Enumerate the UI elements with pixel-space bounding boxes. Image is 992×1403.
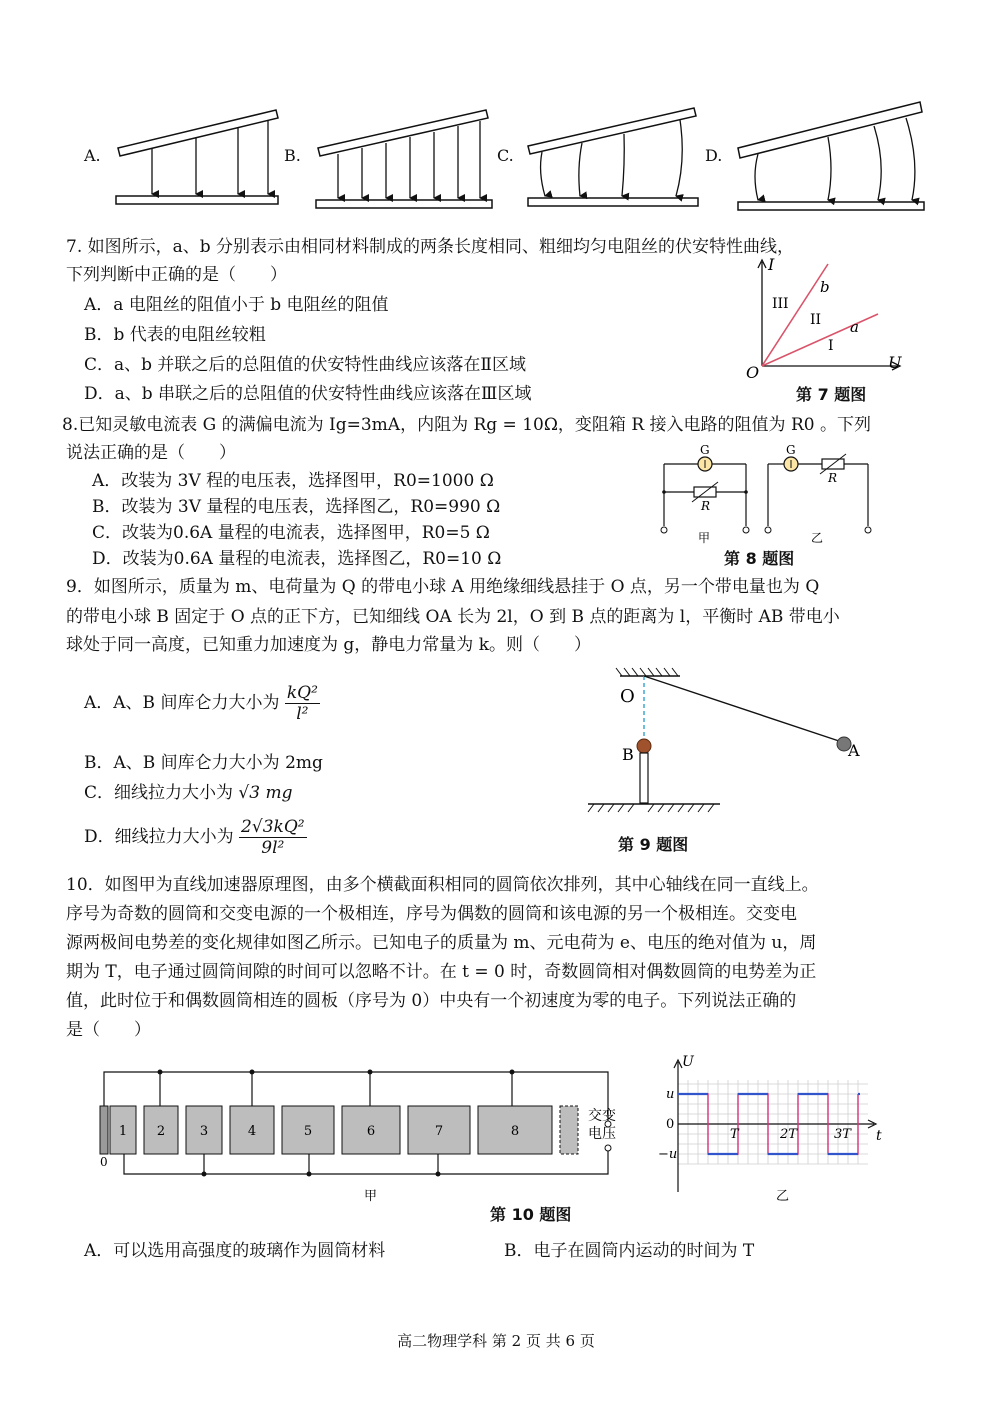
q6-option-c-label: C. (497, 146, 514, 165)
q8-option-c: C．改装为0.6A 量程的电流表，选择图甲，R0=5 Ω (92, 523, 490, 543)
q7-iu-graph (738, 256, 908, 380)
q10-axis-t: t (876, 1128, 882, 1144)
q7-origin: O (746, 363, 760, 382)
q10-tube-8: 8 (510, 1124, 520, 1139)
q7-option-b: B．b 代表的电阻丝较粗 (84, 325, 266, 345)
q10-stem-line6: 是（ ） (66, 1020, 151, 1040)
q10-option-a: A．可以选用高强度的玻璃作为圆筒材料 (84, 1241, 386, 1261)
q10-caption: 第 10 题图 (490, 1205, 572, 1224)
q7-axis-u: U (888, 353, 902, 372)
q7-region-2: II (810, 312, 822, 328)
q9-option-a-fraction (285, 683, 320, 724)
q9-option-a-text: A．A、B 间库仑力大小为 (84, 693, 280, 713)
q8-label-jia: 甲 (698, 531, 711, 545)
q6-figure-c (528, 108, 698, 206)
q6-figure-b (316, 110, 492, 208)
q10-tube-5: 5 (303, 1124, 313, 1139)
q9-option-b: B．A、B 间库仑力大小为 2mg (84, 753, 323, 773)
q7-option-a: A．a 电阻丝的阻值小于 b 电阻丝的阻值 (84, 295, 389, 315)
q7-axis-i: I (768, 255, 775, 274)
q10-stem-line4: 期为 T，电子通过圆筒间隙的时间可以忽略不计。在 t = 0 时，奇数圆筒相对偶数圆筒的电势差为正 (66, 962, 817, 982)
q10-ac-label-1: 交变 (588, 1108, 616, 1124)
q10-accelerator-figure (94, 1062, 640, 1208)
q10-label-yi: 乙 (776, 1189, 790, 1204)
q9-stem-line3: 球处于同一高度，已知重力加速度为 g，静电力常量为 k。则（ ） (66, 635, 591, 655)
q8-circuit-yi (765, 443, 871, 533)
q8-circuit-jia (661, 443, 749, 533)
q9-option-d-num: 2√3kQ² (241, 817, 305, 837)
q10-voltage-graph (660, 1052, 890, 1202)
q8-option-a: A．改装为 3V 程的电压表，选择图甲，R0=1000 Ω (92, 471, 494, 491)
q10-stem-line3: 源两极间电势差的变化规律如图乙所示。已知电子的质量为 m、元电荷为 e、电压的绝对值为 u，周 (66, 933, 817, 953)
q9-option-c-expr: √3 mg (238, 783, 293, 803)
q7-stem-line2: 下列判断中正确的是（ ） (66, 265, 287, 285)
q9-option-a (84, 680, 320, 726)
q10-level-u: u (666, 1087, 675, 1102)
q8-stem-line2: 说法正确的是（ ） (66, 443, 236, 463)
q7-option-c: C．a、b 并联之后的总阻值的伏安特性曲线应该落在Ⅱ区域 (84, 355, 526, 375)
q8-yi-r: R (828, 471, 838, 485)
q6-option-d-label: D. (705, 146, 723, 165)
q10-axis-u: U (682, 1054, 694, 1070)
q9-option-d-fraction (239, 817, 307, 858)
q9-option-a-den: l² (296, 704, 309, 724)
q8-option-b: B．改装为 3V 量程的电压表，选择图乙，R0=990 Ω (92, 497, 501, 517)
q10-level-neg-u: −u (658, 1147, 678, 1162)
q7-stem-line1: 7. 如图所示，a、b 分别表示由相同材料制成的两条长度相同、粗细均匀电阻丝的伏安特性曲线， (66, 237, 795, 257)
q10-tube-1: 1 (118, 1124, 128, 1139)
q9-option-c (84, 782, 292, 804)
q9-option-d-den: 9l² (261, 838, 285, 858)
q7-region-3: III (772, 296, 789, 312)
q10-tube-3: 3 (199, 1124, 209, 1139)
q8-caption: 第 8 题图 (724, 549, 795, 568)
q9-option-c-text: C．细线拉力大小为 (84, 783, 234, 803)
q10-tube-4: 4 (247, 1124, 257, 1139)
q10-level-zero: 0 (666, 1117, 675, 1132)
q10-stem-line2: 序号为奇数的圆筒和交变电源的一个极相连，序号为偶数的圆筒和该电源的另一个极相连。交变电 (66, 904, 797, 924)
q6-figure-d (738, 102, 924, 210)
q7-option-d: D．a、b 串联之后的总阻值的伏安特性曲线应该落在Ⅲ区域 (84, 384, 532, 404)
q7-caption: 第 7 题图 (796, 385, 867, 404)
q8-circuit-figure (656, 438, 886, 544)
q9-option-d-text: D．细线拉力大小为 (84, 827, 234, 847)
q9-stem-line1: 9．如图所示，质量为 m、电荷量为 Q 的带电小球 A 用绝缘细线悬挂于 O 点，另一个带电量也为 Q (66, 577, 820, 597)
q9-caption: 第 9 题图 (618, 835, 689, 854)
q8-stem-line1: 8.已知灵敏电流表 G 的满偏电流为 Ig=3mA，内阻为 Rg = 10Ω，变阻箱 R 接入电路的阻值为 R0 。下列 (62, 415, 871, 435)
q10-tube-7: 7 (434, 1124, 444, 1139)
q9-label-b: B (622, 745, 634, 764)
q9-option-d (84, 814, 307, 860)
q10-stem-line5: 值，此时位于和偶数圆筒相连的圆板（序号为 0）中央有一个初速度为零的电子。下列说法正确的 (66, 991, 797, 1011)
q9-label-o: O (620, 686, 635, 707)
q10-tick-2t: 2T (780, 1127, 797, 1142)
q10-tube-2: 2 (156, 1124, 166, 1139)
q10-stem-line1: 10．如图甲为直线加速器原理图，由多个横截面积相同的圆筒依次排列，其中心轴线在同一直线上。 (66, 875, 819, 895)
page-footer: 高二物理学科 第 2 页 共 6 页 (397, 1332, 595, 1350)
q7-curve-b: b (820, 278, 830, 296)
q6-option-b-label: B. (284, 146, 301, 165)
q7-region-1: I (828, 338, 834, 354)
q9-stem-line2: 的带电小球 B 固定于 O 点的正下方，已知细线 OA 长为 2l，O 到 B 点的距离为 l，平衡时 AB 带电小 (66, 607, 840, 627)
q10-label-jia: 甲 (364, 1189, 378, 1204)
q6-field-figures (0, 90, 992, 220)
q10-ac-label-2: 电压 (588, 1126, 616, 1142)
q9-pendulum-figure (584, 664, 874, 826)
q7-curve-a: a (850, 318, 859, 336)
q8-jia-g: G (700, 443, 710, 457)
q8-option-d: D．改装为0.6A 量程的电流表，选择图乙，R0=10 Ω (92, 549, 502, 569)
q9-option-a-num: kQ² (286, 683, 318, 703)
q10-option-b: B．电子在圆筒内运动的时间为 T (504, 1241, 755, 1261)
q9-label-a: A (848, 741, 860, 760)
q8-label-yi: 乙 (811, 531, 824, 545)
q6-option-a-label: A. (84, 146, 101, 165)
q6-figure-a (116, 110, 278, 204)
q8-jia-r: R (701, 499, 711, 513)
q10-tick-3t: 3T (834, 1127, 851, 1142)
q8-yi-g: G (786, 443, 796, 457)
q10-tick-t: T (730, 1127, 739, 1142)
q10-tube-6: 6 (366, 1124, 376, 1139)
q10-plate-0: 0 (100, 1155, 108, 1169)
